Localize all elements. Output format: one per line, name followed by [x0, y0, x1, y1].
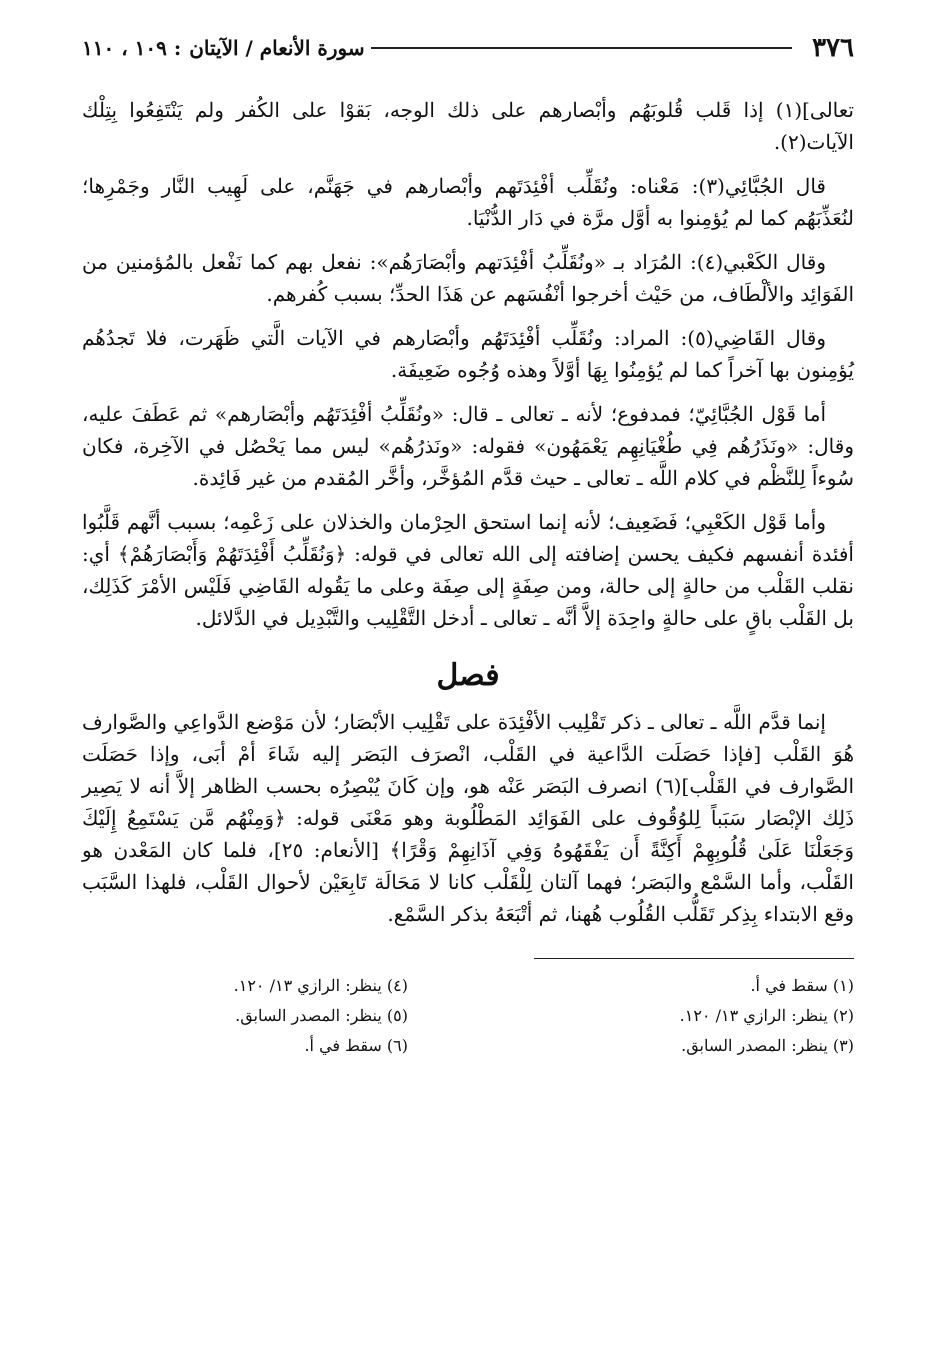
- section-paragraph: إنما قدَّم اللَّه ـ تعالى ـ ذكر تَقْلِيب الأفْئِدَة على تَقْلِيب الأبْصَار؛ لأن مَوْضع الدَّواعِي والصَّوارف هُوَ القَلْب [فإذا حَصَلَت الدَّاعية في القَلْب، انْصرَف البَصَر إليه شَاءَ أمْ أبَى، وإذا حَصَلَت الصَّوارف في القَلْب](٦) انصرف البَصَر عَنْه هو، وإن كَانَ يُبْصِرُه بحسب الظاهر إلاَّ أنه لا يَصِير ذَلِك الإبْصَار سَبَباً لِلوُقُوف على الفَوَائِد المَطْلُوبة وهو مَعْنَى قوله: ﴿وَمِنْهُم مَّن يَسْتَمِعُ إِلَيْكَ وَجَعَلْنَا عَلَىٰ قُلُوبِهِمْ أَكِنَّةً أَن يَفْقَهُوهُ وَفِي آذَانِهِمْ وَقْرًا﴾ [الأنعام: ٢٥]، فلما كان المَعْدن هو القَلْب، وأما السَّمْع والبَصَر؛ فهما آلتان لِلْقَلْب كانا لا مَحَالَة تَابِعَيْن لأحوال القَلْب، فلهذا السَّبَب وقع الابتداء بِذِكر تَقَلُّب القُلُوب هُهنا، ثم أتْبَعَهُ بذكر السَّمْع.: [82, 710, 854, 926]
- header-verses: : ١٠٩ ، ١١٠: [82, 36, 182, 60]
- paragraph: وقال الكَعْبي(٤): المُرَاد بـ «ونُقَلِّبُ أفْئِدَتهم وأبْصَارَهُم»: نفعل بهم كما نَفْعل بالمُؤمنين من الفَوَائِد والألْطَاف، من حَيْث أخرجوا أنْفُسَهم عن هَذَا الحدِّ؛ بسبب كُفرهم.: [82, 250, 854, 306]
- paragraph: وأما قَوْل الكَعْبِي؛ فَضَعِيف؛ لأنه إنما استحق الحِرْمان والخذلان على زَعْمِه؛ بسبب أنَّهم قَلَّبُوا أفئدة أنفسهم فكيف يحسن إضافته إلى الله تعالى في قوله: ﴿وَنُقَلِّبُ أَفْئِدَتَهُمْ وَأَبْصَارَهُمْ﴾ أي: نقلب القَلْب من حالةٍ إلى حالة، ومن صِفَةٍ إلى صِفَة وعلى ما يَقُوله القَاضِي فَلَيْس الأمْرَ كَذَلِك، بل القَلْب باقٍ على حالةٍ واحِدَة إلاَّ أنَّه ـ تعالى ـ أدخل التَّقْلِيب والتَّبْدِيل في الدَّلائل.: [82, 510, 854, 630]
- footnote: (٢) ينظر: الرازي ١٣/ ١٢٠.: [679, 1006, 854, 1025]
- footnotes: [82, 971, 854, 1061]
- section-title: فصل: [436, 658, 500, 693]
- book-page: [82, 30, 854, 1061]
- page-body: [82, 94, 854, 930]
- page-header: [82, 30, 854, 66]
- paragraph: تعالى](١) إذا قَلب قُلوبَهُم وأبْصارهم على ذلك الوجه، بَقوْا على الكُفر ولم يَنْتَفِعُوا بِتِلْك الآيات(٢).: [82, 98, 854, 154]
- footnote: (٦) سقط في أ.: [304, 1036, 408, 1055]
- footnote: (١) سقط في أ.: [750, 976, 854, 995]
- footnote: (٤) ينظر: الرازي ١٣/ ١٢٠.: [233, 976, 408, 995]
- page-number: ٣٧٦: [812, 33, 854, 63]
- footnote: (٥) ينظر: المصدر السابق.: [235, 1006, 408, 1025]
- footnotes-right-column: [468, 971, 854, 1061]
- paragraph: وقال القَاضِي(٥): المراد: ونُقَلِّب أفْئِدَتَهُم وأبْصَارهم في الآيات الَّتي ظَهَرت، فلا تَجدُهُم يُؤمِنون بها آخراً كما لم يُؤمِنُوا بِهَا أوَّلاً وهذه وُجُوه ضَعِيفَة.: [82, 326, 854, 382]
- paragraph: أما قَوْل الجُبَّائِيّ؛ فمدفوع؛ لأنه ـ تعالى ـ قال: «ونُقَلِّبُ أفْئِدَتَهُم وأبْصَارهم» ثم عَطَفَ عليه، وقال: «ونَذَرُهُم فِي طُغْيَانِهِم يَعْمَهُون» فقوله: «ونَذرُهُم» ليس مما يَحْصُل في الآخِرة، فكان سُوءاً لِلنَّظْم في كلام اللَّه ـ تعالى ـ حيث قدَّم المُؤخَّر، وأخَّر المُقدم من غير فَائِدة.: [82, 402, 854, 490]
- footnote-divider: [534, 958, 854, 959]
- running-title: سورة الأنعام / الآيتان: [189, 36, 365, 60]
- footnote: (٣) ينظر: المصدر السابق.: [681, 1036, 854, 1055]
- header-rule: [371, 47, 792, 49]
- paragraph: قال الجُبَّائِي(٣): مَعْناه: ونُقَلِّب أفْئِدَتَهم وأبْصارهم في جَهَنَّم، على لَهِيب النَّار وجَمْرِها؛ لنُعَذِّبَهُم كما لم يُؤمِنوا به أوَّل مرَّة في دَار الدُّنْيَا.: [82, 174, 854, 230]
- footnotes-left-column: [82, 971, 468, 1061]
